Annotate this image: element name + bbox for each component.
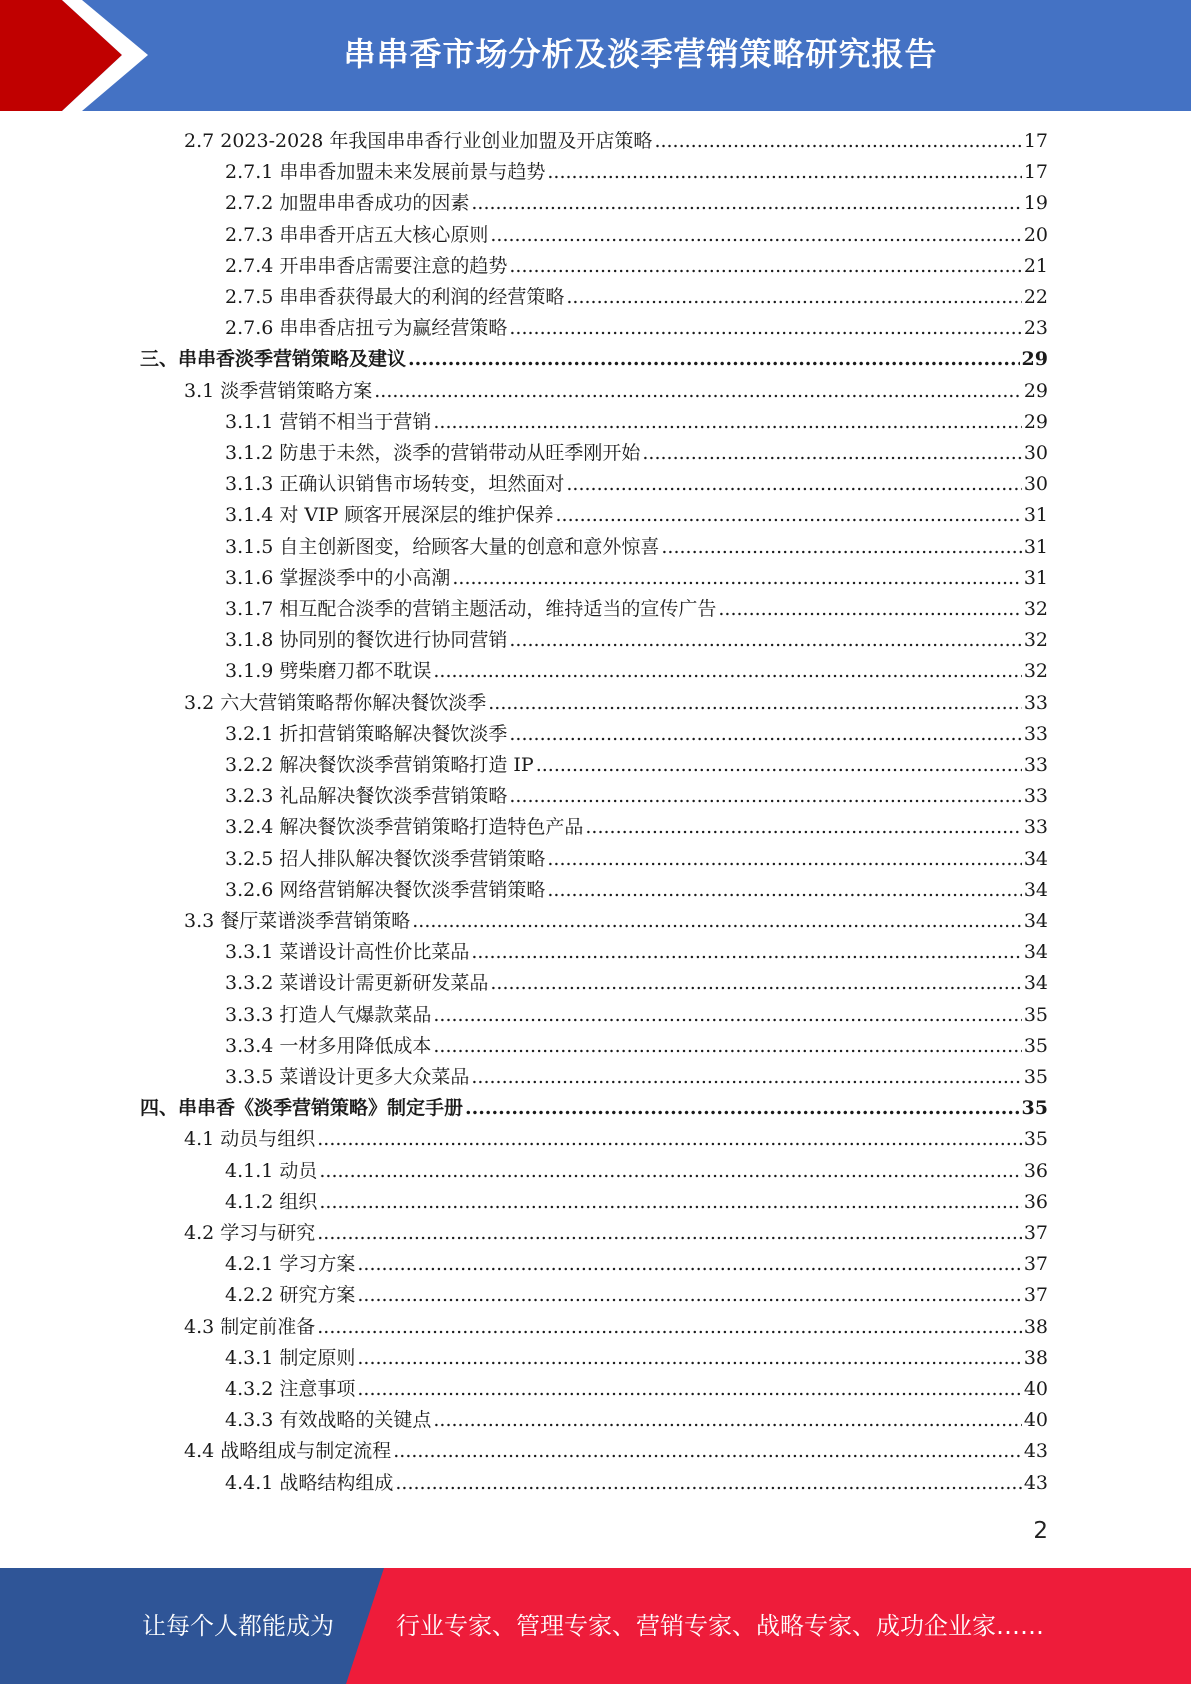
toc-entry-page: 37	[1023, 1253, 1048, 1276]
toc-leader-dots	[374, 376, 1022, 406]
toc-entry[interactable]	[225, 563, 1048, 593]
toc-leader-dots	[661, 532, 1021, 562]
toc-leader-dots	[509, 313, 1021, 343]
toc-entry-label: 3.1.6 掌握淡季中的小高潮	[225, 566, 451, 589]
toc-entry-label: 2.7 2023-2028 年我国串串香行业创业加盟及开店策略	[184, 130, 653, 152]
toc-entry-label: 3.1.7 相互配合淡季的营销主题活动，维持适当的宣传广告	[225, 598, 717, 620]
toc-leader-dots	[357, 1374, 1021, 1404]
toc-entry-page: 33	[1023, 691, 1048, 714]
toc-entry-label: 3.3.4 一材多用降低成本	[225, 1034, 432, 1057]
toc-entry-label: 3.1 淡季营销策略方案	[184, 379, 373, 402]
toc-leader-dots	[509, 781, 1021, 811]
toc-entry-page: 33	[1023, 722, 1048, 745]
toc-entry-page: 31	[1023, 566, 1048, 589]
toc-entry-label: 3.2.1 折扣营销策略解决餐饮淡季	[225, 722, 508, 745]
toc-entry-label: 4.4.1 战略结构组成	[225, 1471, 394, 1494]
toc-entry-page: 20	[1023, 223, 1048, 246]
toc-entry-label: 3.2.2 解决餐饮淡季营销策略打造 IP	[225, 754, 534, 776]
toc-leader-dots	[433, 407, 1021, 437]
toc-leader-dots	[718, 594, 1021, 624]
toc-leader-dots	[395, 1468, 1021, 1498]
page-header	[0, 0, 1191, 111]
toc-entry-label: 2.7.2 加盟串串香成功的因素	[225, 192, 470, 215]
toc-entry-label: 3.3 餐厅菜谱淡季营销策略	[184, 910, 411, 932]
toc-entry[interactable]	[225, 594, 1048, 624]
toc-entry[interactable]	[225, 1405, 1048, 1435]
toc-leader-dots	[433, 1000, 1021, 1030]
toc-entry-label: 4.1 动员与组织	[184, 1128, 316, 1151]
toc-entry-label: 2.7.5 串串香获得最大的利润的经营策略	[225, 286, 565, 308]
toc-entry-page: 32	[1023, 629, 1048, 652]
toc-entry-page: 35	[1023, 1003, 1048, 1026]
toc-entry-label: 4.4 战略组成与制定流程	[184, 1440, 392, 1463]
toc-leader-dots	[488, 688, 1022, 718]
toc-entry-page: 33	[1023, 754, 1048, 776]
toc-entry-page: 35	[1023, 1066, 1048, 1088]
toc-entry-page: 37	[1023, 1222, 1048, 1244]
toc-entry[interactable]	[225, 157, 1048, 187]
toc-entry-label: 4.2.1 学习方案	[225, 1253, 356, 1276]
page-number: 2	[1033, 1518, 1048, 1544]
toc-entry[interactable]	[225, 1280, 1048, 1310]
toc-leader-dots	[536, 750, 1022, 780]
toc-entry-label: 3.2.5 招人排队解决餐饮淡季营销策略	[225, 847, 546, 870]
toc-entry[interactable]	[184, 376, 1048, 406]
toc-entry-page: 36	[1023, 1159, 1048, 1182]
toc-leader-dots	[357, 1249, 1021, 1279]
toc-entry-page: 19	[1023, 192, 1048, 215]
toc-leader-dots	[566, 282, 1021, 312]
toc-entry-label: 3.3.5 菜谱设计更多大众菜品	[225, 1066, 470, 1088]
toc-entry-page: 35	[1023, 1034, 1048, 1057]
toc-entry-label: 4.2.2 研究方案	[225, 1284, 356, 1307]
toc-entry-label: 3.1.8 协同别的餐饮进行协同营销	[225, 629, 508, 652]
toc-leader-dots	[408, 344, 1020, 374]
toc-leader-dots	[465, 1093, 1020, 1123]
toc-entry-label: 3.3.1 菜谱设计高性价比菜品	[225, 941, 470, 964]
toc-leader-dots	[357, 1280, 1021, 1310]
page-footer	[0, 1568, 1191, 1684]
toc-entry[interactable]	[225, 1156, 1048, 1186]
toc-entry-page: 34	[1023, 878, 1048, 901]
toc-entry-page: 33	[1023, 785, 1048, 808]
toc-entry[interactable]	[225, 968, 1048, 998]
toc-entry-page: 34	[1023, 941, 1048, 964]
toc-leader-dots	[642, 438, 1021, 468]
toc-entry-label: 2.7.6 串串香店扭亏为赢经营策略	[225, 317, 508, 340]
toc-leader-dots	[317, 1312, 1022, 1342]
toc-entry-page: 34	[1023, 847, 1048, 870]
toc-leader-dots	[509, 251, 1021, 281]
toc-leader-dots	[433, 656, 1021, 686]
toc-entry-page: 22	[1023, 286, 1048, 308]
footer-slogan-right: 行业专家、管理专家、营销专家、战略专家、成功企业家……	[396, 1612, 1044, 1640]
toc-entry-label: 三、串串香淡季营销策略及建议	[140, 348, 407, 371]
toc-entry-label: 四、串串香《淡季营销策略》制定手册	[140, 1097, 464, 1120]
toc-entry[interactable]	[225, 220, 1048, 250]
toc-entry-label: 3.1.5 自主创新图变，给顾客大量的创意和意外惊喜	[225, 535, 660, 558]
toc-leader-dots	[317, 1218, 1022, 1248]
toc-entry[interactable]	[225, 1374, 1048, 1404]
toc-entry-label: 3.1.9 劈柴磨刀都不耽误	[225, 660, 432, 683]
toc-entry[interactable]	[225, 469, 1048, 499]
toc-leader-dots	[490, 968, 1021, 998]
toc-entry-page: 33	[1023, 816, 1048, 839]
toc-entry[interactable]	[225, 656, 1048, 686]
toc-entry[interactable]	[225, 1062, 1048, 1092]
toc-entry-page: 38	[1023, 1315, 1048, 1338]
toc-leader-dots	[433, 1405, 1021, 1435]
toc-entry[interactable]	[225, 1468, 1048, 1498]
toc-entry-label: 3.2 六大营销策略帮你解决餐饮淡季	[184, 691, 487, 714]
toc-entry-label: 3.1.1 营销不相当于营销	[225, 410, 432, 433]
toc-entry-page: 29	[1023, 410, 1048, 433]
toc-entry-page: 30	[1023, 473, 1048, 496]
toc-entry[interactable]	[225, 282, 1048, 312]
toc-entry-label: 4.1.2 组织	[225, 1190, 318, 1213]
toc-leader-dots	[433, 1031, 1021, 1061]
toc-entry[interactable]	[225, 500, 1048, 530]
toc-entry-page: 32	[1023, 660, 1048, 683]
toc-leader-dots	[654, 126, 1021, 156]
toc-leader-dots	[471, 1062, 1021, 1092]
toc-entry[interactable]	[225, 1343, 1048, 1373]
toc-entry[interactable]	[225, 937, 1048, 967]
toc-leader-dots	[585, 812, 1021, 842]
toc-entry-label: 4.1.1 动员	[225, 1159, 318, 1182]
toc-leader-dots	[509, 625, 1021, 655]
toc-entry[interactable]	[225, 251, 1048, 281]
toc-entry-page: 34	[1023, 972, 1048, 995]
toc-entry-page: 21	[1023, 254, 1048, 277]
toc-entry[interactable]	[225, 438, 1048, 468]
toc-leader-dots	[547, 844, 1021, 874]
toc-leader-dots	[319, 1187, 1021, 1217]
toc-entry-page: 31	[1023, 504, 1048, 527]
toc-entry-page: 43	[1023, 1440, 1048, 1463]
toc-entry[interactable]	[225, 407, 1048, 437]
toc-entry[interactable]	[225, 750, 1048, 780]
toc-entry-label: 3.1.2 防患于未然，淡季的营销带动从旺季刚开始	[225, 442, 641, 464]
toc-entry-label: 4.3.1 制定原则	[225, 1346, 356, 1369]
toc-entry[interactable]	[225, 188, 1048, 218]
toc-leader-dots	[317, 1124, 1022, 1154]
toc-entry[interactable]	[225, 719, 1048, 749]
toc-entry-label: 4.3.2 注意事项	[225, 1378, 356, 1400]
toc-leader-dots	[547, 157, 1021, 187]
toc-entry-page: 37	[1023, 1284, 1048, 1307]
toc-leader-dots	[547, 875, 1021, 905]
toc-entry[interactable]	[225, 1000, 1048, 1030]
toc-entry-page: 17	[1023, 130, 1048, 152]
toc-leader-dots	[412, 906, 1022, 936]
toc-entry[interactable]	[184, 1436, 1048, 1466]
toc-entry-label: 2.7.4 开串串香店需要注意的趋势	[225, 254, 508, 277]
toc-entry[interactable]	[184, 126, 1048, 156]
toc-leader-dots	[471, 188, 1021, 218]
toc-entry-page: 17	[1023, 161, 1048, 184]
toc-entry-page: 40	[1023, 1409, 1048, 1432]
toc-entry-label: 3.2.4 解决餐饮淡季营销策略打造特色产品	[225, 816, 584, 839]
toc-entry[interactable]	[140, 1093, 1048, 1123]
toc-leader-dots	[490, 220, 1021, 250]
toc-entry-page: 29	[1023, 379, 1048, 402]
toc-entry-page: 32	[1023, 598, 1048, 620]
toc-leader-dots	[319, 1156, 1021, 1186]
toc-entry[interactable]	[184, 1124, 1048, 1154]
toc-entry-label: 3.3.3 打造人气爆款菜品	[225, 1003, 432, 1026]
toc-entry-label: 3.1.3 正确认识销售市场转变，坦然面对	[225, 473, 565, 496]
toc-entry-label: 3.2.6 网络营销解决餐饮淡季营销策略	[225, 878, 546, 901]
toc-leader-dots	[471, 937, 1021, 967]
toc-entry[interactable]	[225, 313, 1048, 343]
toc-entry[interactable]	[184, 906, 1048, 936]
toc-entry-page: 40	[1023, 1378, 1048, 1400]
toc-entry-page: 43	[1023, 1471, 1048, 1494]
toc-entry[interactable]	[225, 1031, 1048, 1061]
toc-entry-label: 2.7.1 串串香加盟未来发展前景与趋势	[225, 161, 546, 184]
toc-entry[interactable]	[225, 781, 1048, 811]
report-title: 串串香市场分析及淡季营销策略研究报告	[343, 35, 938, 73]
toc-leader-dots	[393, 1436, 1022, 1466]
toc-leader-dots	[357, 1343, 1021, 1373]
toc-leader-dots	[452, 563, 1021, 593]
toc-entry-page: 23	[1023, 317, 1048, 340]
toc-entry-page: 38	[1023, 1346, 1048, 1369]
toc-leader-dots	[566, 469, 1021, 499]
toc-entry[interactable]	[184, 1312, 1048, 1342]
toc-entry-page: 35	[1021, 1097, 1048, 1120]
toc-entry-label: 4.3 制定前准备	[184, 1315, 316, 1338]
toc-entry-page: 31	[1023, 535, 1048, 558]
toc-leader-dots	[555, 500, 1021, 530]
footer-slogan-left: 让每个人都能成为	[142, 1612, 334, 1640]
toc-entry-page: 29	[1021, 348, 1048, 371]
toc-entry[interactable]	[225, 532, 1048, 562]
toc-leader-dots	[509, 719, 1021, 749]
toc-entry[interactable]	[225, 625, 1048, 655]
toc-entry[interactable]	[140, 344, 1048, 374]
toc-entry-label: 3.1.4 对 VIP 顾客开展深层的维护保养	[225, 504, 554, 527]
toc-entry[interactable]	[184, 1218, 1048, 1248]
toc-entry-label: 4.3.3 有效战略的关键点	[225, 1409, 432, 1432]
toc-entry-label: 4.2 学习与研究	[184, 1222, 316, 1244]
toc-entry[interactable]	[225, 1249, 1048, 1279]
toc-entry-label: 3.3.2 菜谱设计需更新研发菜品	[225, 972, 489, 995]
toc-entry-label: 3.2.3 礼品解决餐饮淡季营销策略	[225, 785, 508, 808]
toc-entry-page: 30	[1023, 442, 1048, 464]
toc-entry[interactable]	[225, 875, 1048, 905]
toc-entry-page: 34	[1023, 910, 1048, 932]
toc-entry[interactable]	[225, 1187, 1048, 1217]
toc-entry-page: 36	[1023, 1190, 1048, 1213]
toc-entry[interactable]	[184, 688, 1048, 718]
toc-entry[interactable]	[225, 812, 1048, 842]
toc-entry-page: 35	[1023, 1128, 1048, 1151]
toc-entry-label: 2.7.3 串串香开店五大核心原则	[225, 223, 489, 246]
toc-entry[interactable]	[225, 844, 1048, 874]
